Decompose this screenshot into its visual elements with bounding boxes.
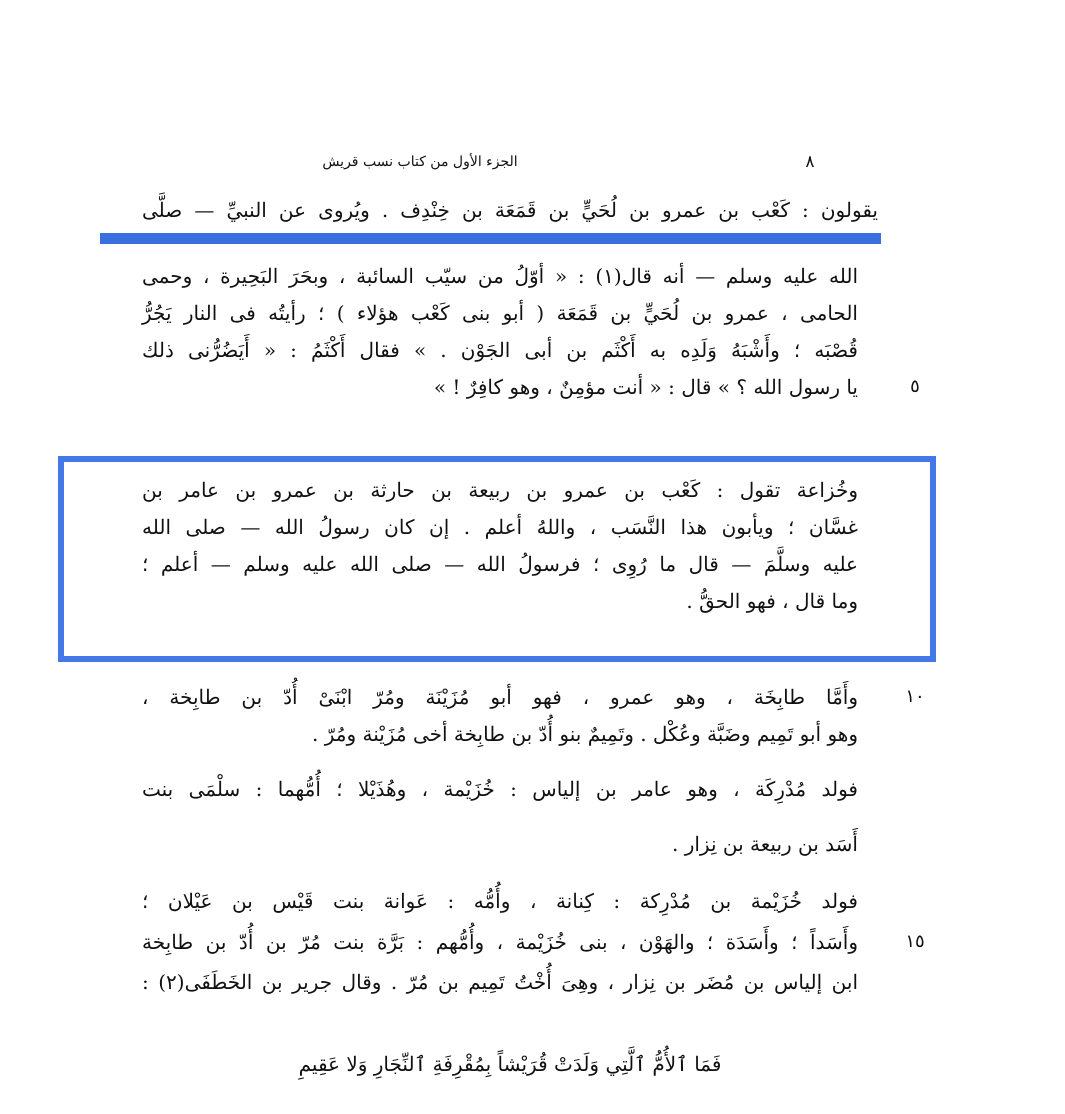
text-line: وخُزاعة تقول : كَعْب بن عمرو بن ربيعة بن حارثة بن عمرو بن عامر بن xyxy=(142,478,858,502)
text-line: ابن إلياس بن مُضَر بن نِزار ، وهِىَ أُخْتُ تَمِيم بن مُرّ . وقال جرير بن الخَطَفَى(٢) : xyxy=(142,970,858,994)
page-header xyxy=(0,152,1065,178)
highlight-underline xyxy=(100,233,881,244)
text-line: الله عليه وسلم — أنه قال(١) : « أوّلُ من سيّب السائبة ، وبحَرَ البَحِيرة ، وحمى xyxy=(142,264,858,288)
page-number: ٨ xyxy=(805,152,815,172)
text-line: وما قال ، فهو الحقُّ . xyxy=(686,589,858,613)
poetry-verse: فَمَا ٱلأُمُّ ٱلَّتِي وَلَدَتْ قُرَيْشاً بِمُقْرِفَةِ ٱلنِّجَارِ وَلا عَقِيمِ xyxy=(298,1052,722,1076)
text-line: وهو أبو تَمِيم وضَبَّة وعُكْل . وتَمِيمٌ بنو أُدّ بن طابِخة أخى مُزَيْنة ومُرّ . xyxy=(312,722,858,746)
text-line: أَسَد بن ربيعة بن نِزار . xyxy=(672,832,858,856)
text-line: فولد خُزَيْمة بن مُدْرِكة : كِنانة ، وأُمُّه : عَوانة بنت قَيْس بن عَيْلان ؛ xyxy=(142,889,858,913)
text-line: فولد مُدْرِكَة ، وهو عامر بن إلياس : خُزَيْمة ، وهُذَيْلا ؛ أُمُّهما : سلْمَى بنت xyxy=(142,777,858,801)
text-line: يا رسول الله ؟ » قال : « أنت مؤمِنٌ ، وهو كافِرٌ ! » xyxy=(433,375,858,399)
line-number-margin: ٥ xyxy=(910,376,920,397)
running-title: الجزء الأول من كتاب نسب قريش xyxy=(322,154,518,170)
text-line: الحامى ، عمرو بن لُحَيٍّ بن قَمَعَة ( أبو بنى كَعْب هؤلاء ) ؛ رأيتُه فى النار يَجُرُّ xyxy=(142,301,858,325)
text-line: قُصْبَه ؛ وأَشْبَهُ وَلَدِه به أَكْثَم بن أبى الجَوْن . » فقال أَكْثَمُ : « أَيَضُرُّنى ذلك xyxy=(142,338,858,362)
text-line: عليه وسلَّمَ — قال ما رُوِى ؛ فرسولُ الله — صلى الله عليه وسلم — أعلم ؛ xyxy=(142,552,858,576)
text-line: وأَسَداً ؛ وأَسَدَة ؛ والهَوْن ، بنى خُزَيْمة ، وأُمُّهم : بَرَّة بنت مُرّ بن أُدّ بن طابِخة xyxy=(142,930,859,954)
text-line: غسَّان ؛ ويأبون هذا النَّسَب ، واللهُ أعلم . إن كان رسولُ الله — صلى الله xyxy=(142,515,858,539)
line-number-margin: ١٥ xyxy=(905,931,925,952)
line-number-margin: ١٠ xyxy=(905,686,925,707)
text-line: وأَمَّا طابِخَة ، وهو عمرو ، فهو أبو مُزَيْنَة ومُرّ ابْنَىْ أُدّ بن طابِخة ، xyxy=(142,685,858,709)
text-line: يقولون : كَعْب بن عمرو بن لُحَيٍّ بن قَمَعَة بن خِنْدِف . ويُروى عن النبيِّ — صلَّى xyxy=(142,198,878,222)
